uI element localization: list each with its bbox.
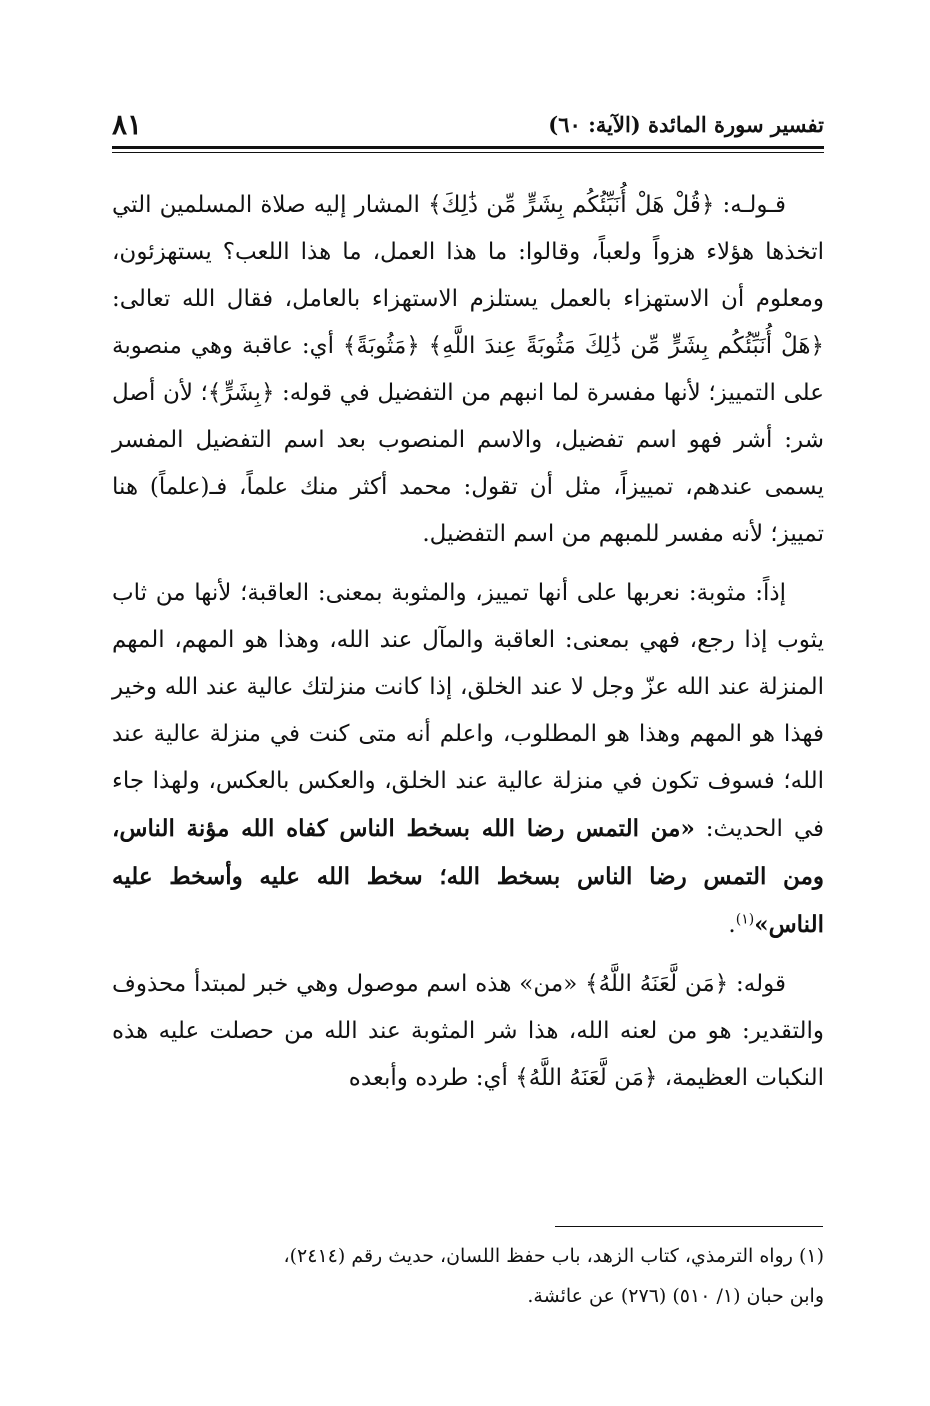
quran-quote: ﴿هَلْ أُنَبِّئُكُم بِشَرٍّ مِّن ذَٰلِكَ مَثُوبَةً عِندَ اللَّهِ﴾ <box>428 333 825 359</box>
text-run: . <box>728 912 736 938</box>
footnote-separator <box>555 1226 823 1227</box>
quran-quote: ﴿مَثُوبَةً﴾ <box>342 333 420 359</box>
footnotes <box>112 1236 824 1316</box>
text-run: «من» هذه اسم موصول وهي خبر لمبتدأ محذوف والتقدير: هو من لعنه الله، هذا شر المثوبة عند الله من حصلت عليه هذه النكبات العظيمة، <box>112 971 824 1091</box>
paragraph-2 <box>112 570 824 949</box>
text-run: قوله: <box>728 971 786 997</box>
quran-quote: ﴿قُلْ هَلْ أُنَبِّئُكُم بِشَرٍّ مِّن ذَٰلِكَ﴾ <box>428 192 715 218</box>
paragraph-1 <box>112 182 824 558</box>
text-run: المشار إليه صلاة المسلمين التي اتخذها هؤلاء هزواً ولعباً، وقالوا: ما هذا العمل، ما هذا اللعب؟ يستهزئون، ومعلوم أن الاستهزاء بالعمل يستلزم الاستهزاء بالعامل، فقال الله تعالى: <box>112 192 824 312</box>
page-number: ٨١ <box>112 108 143 141</box>
hadith-quote: «من التمس رضا الله بسخط الناس كفاه الله مؤنة الناس، ومن التمس رضا الناس بسخط الله؛ سخط الله عليه وأسخط عليه الناس» <box>112 815 824 938</box>
paragraph-3 <box>112 961 824 1102</box>
body-text <box>112 182 824 1102</box>
text-run <box>420 333 429 359</box>
text-run: أي: طرده وأبعده <box>348 1065 516 1091</box>
header-rule-thin <box>112 152 824 153</box>
text-run: أي: عاقبة وهي منصوبة على التمييز؛ لأنها مفسرة لما انبهم من التفضيل في قوله: <box>112 333 824 406</box>
page-header <box>112 108 824 148</box>
quran-quote: ﴿مَن لَّعَنَهُ اللَّهُ﴾ <box>585 971 729 997</box>
footnote-marker[interactable]: (١) <box>735 911 755 928</box>
footnote-line: (١) رواه الترمذي، كتاب الزهد، باب حفظ اللسان، حديث رقم (٢٤١٤)، <box>283 1245 824 1267</box>
footnote-line: وابن حبان (١/ ٥١٠) (٢٧٦) عن عائشة. <box>527 1285 824 1307</box>
header-rule-thick <box>112 146 824 149</box>
quran-quote: ﴿بِشَرٍّ﴾ <box>207 380 275 406</box>
text-run: إذاً: مثوبة: نعربها على أنها تمييز، والمثوبة بمعنى: العاقبة؛ لأنها من ثاب يثوب إذا رجع، فهي بمعنى: العاقبة والمآل عند الله، وهذا هو المهم، المهم المنزلة عند الله عزّ وجل لا عند الخلق، إذا كانت منزلتك عالية عند الله وخير فهذا هو المهم وهذا هو المطلوب، واعلم أنه متى كنت في منزلة عالية عند الله؛ فسوف تكون في منزلة عالية عند الخلق، والعكس بالعكس، ولهذا جاء في الحديث: <box>112 580 824 842</box>
text-run: ؛ لأن أصل شر: أشر فهو اسم تفضيل، والاسم المنصوب بعد اسم التفضيل المفسر يسمى عندهم، تمييزاً، مثل أن تقول: محمد أكثر منك علماً، فـ(علماً) هنا تمييز؛ لأنه مفسر للمبهم من اسم التفضيل. <box>112 380 824 547</box>
quran-quote: ﴿مَن لَّعَنَهُ اللَّهُ﴾ <box>515 1065 658 1091</box>
running-title: تفسير سورة المائدة (الآية: ٦٠) <box>548 112 824 137</box>
text-run: قـولـه: <box>714 192 786 218</box>
